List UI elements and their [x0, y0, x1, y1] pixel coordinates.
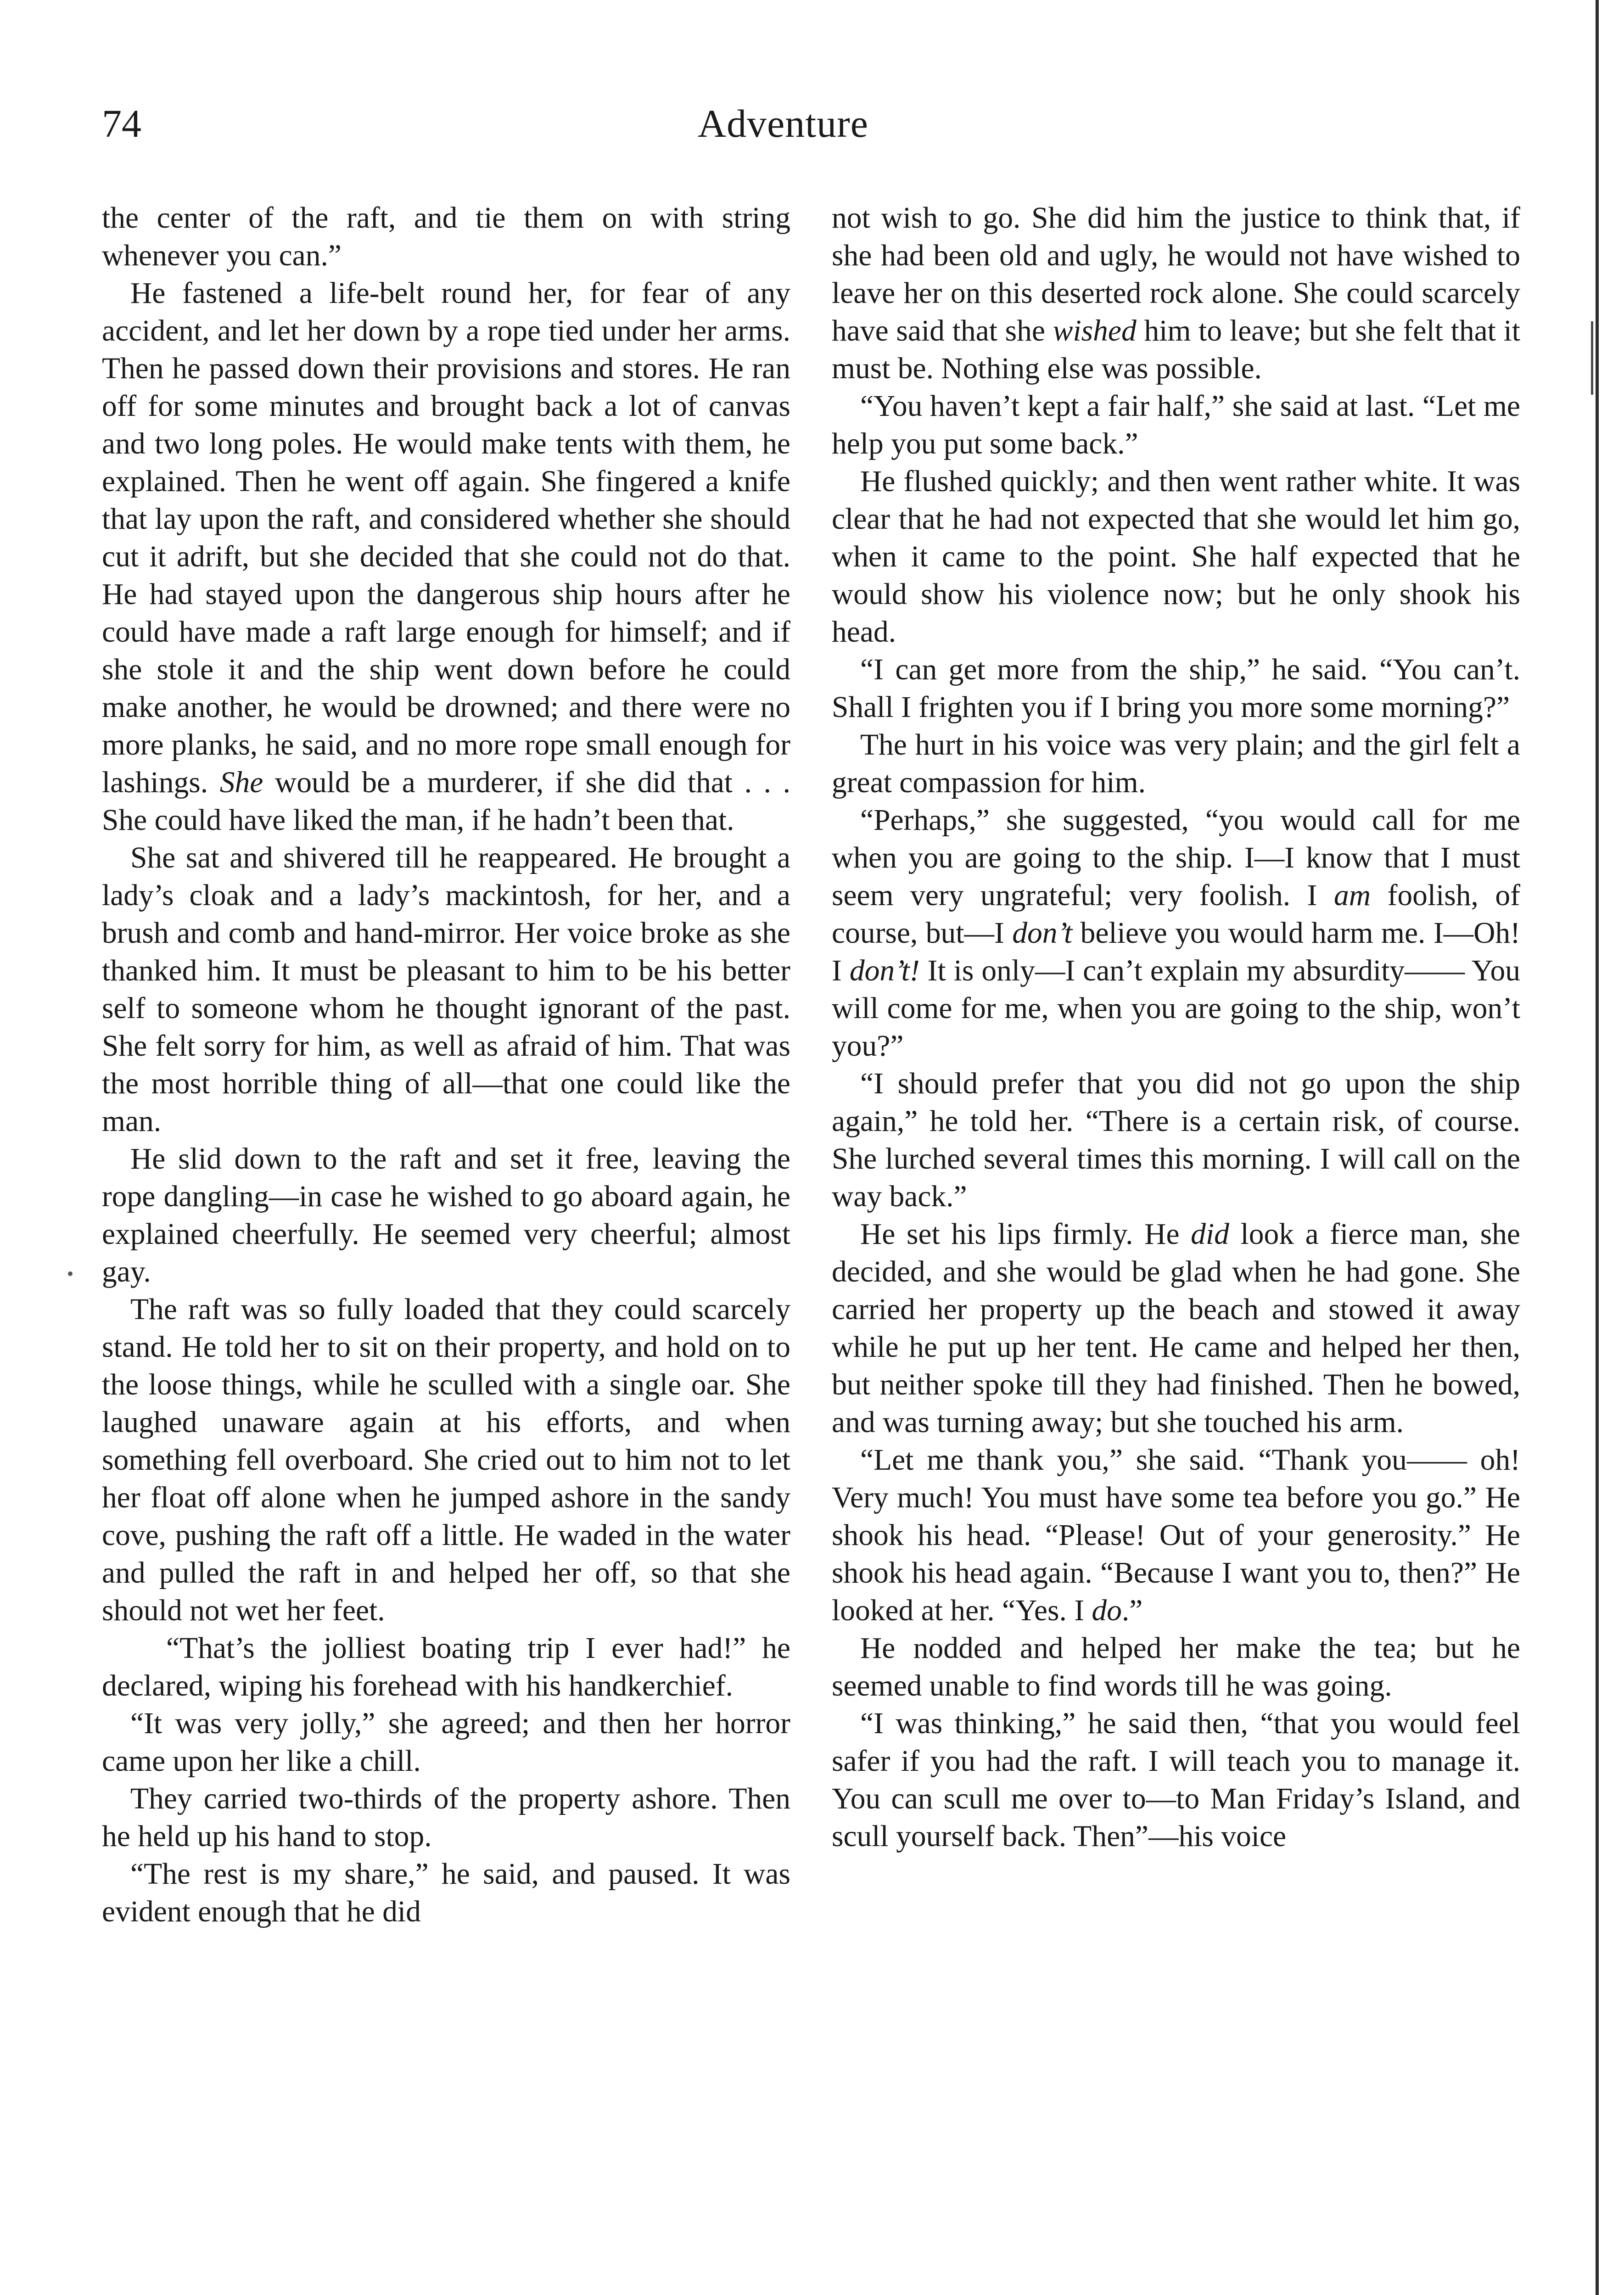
paragraph: “I should prefer that you did not go upon the ship again,” he told her. “There is a certain risk, of course. She lurched several times this morning. I will call on the way back.” [832, 1067, 1520, 1213]
paragraph: He nodded and helped her make the tea; but he seemed unable to find words till he was going. [832, 1632, 1520, 1702]
paragraph: “I was thinking,” he said then, “that you would feel safer if you had the raft. I will teach you to manage it. You can scull me over to—to Man Friday’s Island, and scull yourself back. Then”—his voice [832, 1707, 1520, 1853]
paragraph [832, 199, 1520, 387]
emphasis: did [1191, 1218, 1229, 1251]
paragraph-text: believe you would harm me. I—Oh! I [832, 917, 1520, 987]
paragraph [832, 1215, 1520, 1441]
paragraph: They carried two-thirds of the property ashore. Then he held up his hand to stop. [102, 1782, 790, 1853]
paragraph: He flushed quickly; and then went rather white. It was clear that he had not expected that she would let him go, when it came to the point. She half expected that he would show his violence now; but he only shook his head. [832, 465, 1520, 649]
paragraph: “It was very jolly,” she agreed; and then her horror came upon her like a chill. [102, 1707, 790, 1778]
paragraph-text: It is only—I can’t explain my absurdity—— You will come for me, when you are going to the ship, won’t you?” [832, 954, 1520, 1063]
right-column [832, 199, 1520, 1855]
paragraph: the center of the raft, and tie them on with string whenever you can.” [102, 202, 790, 272]
paragraph [102, 274, 790, 839]
emphasis: do [1092, 1594, 1122, 1627]
page-edge-rule [1596, 0, 1599, 2295]
emphasis: She [219, 766, 263, 799]
print-speck [68, 1271, 73, 1276]
emphasis: wished [1053, 314, 1137, 347]
paragraph-text: He set his lips firmly. He [860, 1218, 1180, 1251]
emphasis: don’t [1012, 917, 1073, 950]
paragraph-text: not wish to go. She did him the justice to think that, if she had been old and ugly, he would not have wished to leave her on this deserted rock alone. She could scarcely have said that she [832, 202, 1520, 347]
page-number: 74 [102, 101, 141, 146]
paragraph [832, 801, 1520, 1065]
paragraph-text: “Perhaps,” she suggested, “you would call for me when you are going to the ship. I—I know that I must seem very ungrateful; very foolish. I [832, 804, 1520, 912]
running-title: Adventure [698, 101, 868, 146]
emphasis: don’t! [849, 954, 920, 987]
left-column [102, 199, 790, 1931]
paragraph-text: He fastened a life-belt round her, for fear of any accident, and let her down by a rope tied under her arms. Then he passed down their provisions and stores. He ran off for some minutes and brought back a lot of canvas and two long poles. He would make tents with them, he explained. Then he went off again. She fingered a knife that lay upon the raft, and considered whether she should cut it adrift, but she decided that she could not do that. He had stayed upon the dangerous ship hours after he could have made a raft large enough for himself; and if she stole it and the ship went down before he could make another, he would be drowned; and there were no more planks, he said, and no more rope small enough for lashings. [102, 277, 790, 799]
emphasis: am [1334, 879, 1371, 912]
paragraph-text: .” [1121, 1594, 1143, 1627]
paragraph: “That’s the jolliest boating trip I ever had!” he declared, wiping his forehead with his handkerchief. [102, 1632, 790, 1702]
paragraph-text: would be a murderer, if she did that . . . She could have liked the man, if he hadn’t been that. [102, 766, 791, 837]
paragraph: He slid down to the raft and set it free, leaving the rope dangling—in case he wished to go aboard again, he explained cheerfully. He seemed very cheerful; almost gay. [102, 1142, 790, 1288]
paragraph [832, 1441, 1520, 1629]
paragraph: The raft was so fully loaded that they could scarcely stand. He told her to sit on their property, and hold on to the loose things, while he sculled with a single oar. She laughed unaware again at his efforts, and when something fell overboard. She cried out to him not to let her float off alone when he jumped ashore in the sandy cove, pushing the raft off a little. He waded in the water and pulled the raft in and helped her off, so that she should not wet her feet. [102, 1293, 790, 1627]
paragraph-text: him to leave; but she felt that it must be. Nothing else was possible. [832, 314, 1521, 385]
paragraph: “I can get more from the ship,” he said. “You can’t. Shall I frighten you if I bring you more some morning?” [832, 653, 1520, 724]
paragraph: “You haven’t kept a fair half,” she said at last. “Let me help you put some back.” [832, 390, 1520, 460]
paragraph-text: look a fierce man, she decided, and she would be glad when he had gone. She carried her property up the beach and stowed it away while he put up her tent. He came and helped her then, but neither spoke till they had finished. Then he bowed, and was turning away; but she touched his arm. [832, 1218, 1521, 1439]
paragraph-text: “Let me thank you,” she said. “Thank you—— oh! Very much! You must have some tea before you go.” He shook his head. “Please! Out of your generosity.” He shook his head again. “Because I want you to, then?” He looked at her. “Yes. I [832, 1444, 1520, 1627]
paragraph: She sat and shivered till he reappeared. He brought a lady’s cloak and a lady’s mackintosh, for her, and a brush and comb and hand-mirror. Her voice broke as she thanked him. It must be pleasant to him to be his better self to someone whom he thought ignorant of the past. She felt sorry for him, as well as afraid of him. That was the most horrible thing of all—that one could like the man. [102, 841, 790, 1138]
paragraph-text: foolish, of course, but—I [832, 879, 1520, 950]
paragraph: The hurt in his voice was very plain; and the girl felt a great compassion for him. [832, 728, 1520, 799]
paragraph: “The rest is my share,” he said, and paused. It was evident enough that he did [102, 1858, 790, 1928]
page-edge-rule-mark [1591, 321, 1593, 395]
